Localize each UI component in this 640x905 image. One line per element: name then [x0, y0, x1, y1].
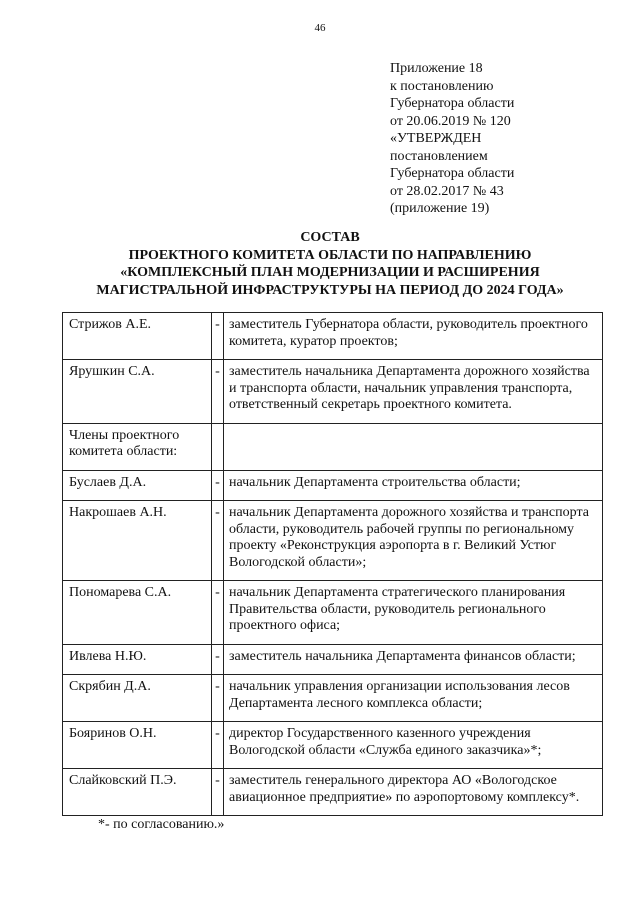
- member-role: заместитель начальника Департамента финансов области;: [224, 644, 603, 675]
- dash-separator: -: [212, 501, 224, 581]
- member-name: Бояринов О.Н.: [63, 722, 212, 769]
- dash-separator: -: [212, 360, 224, 424]
- table-row: [63, 470, 603, 501]
- appendix-line: от 28.02.2017 № 43: [390, 183, 504, 199]
- title-line: ПРОЕКТНОГО КОМИТЕТА ОБЛАСТИ ПО НАПРАВЛЕНИЮ: [128, 247, 532, 263]
- member-name: Буслаев Д.А.: [63, 470, 212, 501]
- dash-separator: -: [212, 675, 224, 722]
- dash-separator: -: [212, 644, 224, 675]
- members-heading: Члены проектного комитета области:: [63, 423, 212, 470]
- member-name: Слайковский П.Э.: [63, 769, 212, 816]
- member-name: Накрошаев А.Н.: [63, 501, 212, 581]
- member-name: Скрябин Д.А.: [63, 675, 212, 722]
- dash-separator: -: [212, 581, 224, 645]
- member-role: начальник Департамента строительства области;: [224, 470, 603, 501]
- page-number: 46: [314, 22, 326, 34]
- document-title: [40, 229, 620, 299]
- appendix-line: Губернатора области: [390, 166, 515, 181]
- appendix-line: (приложение 19): [390, 201, 490, 216]
- member-name: Стрижов А.Е.: [63, 313, 212, 360]
- appendix-line: постановлением: [390, 148, 488, 164]
- member-role: заместитель Губернатора области, руководитель проектного комитета, куратор проектов;: [224, 313, 603, 360]
- title-line: СОСТАВ: [300, 230, 360, 245]
- member-role: начальник Департамента стратегического планирования Правительства области, руководитель регионального проектного офиса;: [224, 581, 603, 645]
- table-row: [63, 313, 603, 360]
- member-role: начальник управления организации использования лесов Департамента лесного комплекса области;: [224, 675, 603, 722]
- table-row: [63, 360, 603, 424]
- appendix-line: Приложение 18: [390, 61, 483, 76]
- appendix-block: [390, 60, 610, 218]
- table-row: [63, 644, 603, 675]
- table-row: [63, 581, 603, 645]
- footnote: *- по согласованию.»: [98, 817, 225, 832]
- member-role: начальник Департамента дорожного хозяйства и транспорта области, руководитель рабочей группы по региональному проекту «Реконструкция аэропорта в г. Великий Устюг Вологодской области»;: [224, 501, 603, 581]
- title-line: МАГИСТРАЛЬНОЙ ИНФРАСТРУКТУРЫ НА ПЕРИОД ДО 2024 ГОДА»: [96, 282, 564, 298]
- appendix-line: Губернатора области: [390, 96, 515, 111]
- dash-separator: -: [212, 313, 224, 360]
- table-row: [63, 769, 603, 816]
- appendix-line: к постановлению: [390, 78, 494, 94]
- committee-table: [62, 312, 603, 816]
- member-role: заместитель генерального директора АО «Вологодское авиационное предприятие» по аэропортовому комплексу*.: [224, 769, 603, 816]
- dash-separator: [212, 423, 224, 470]
- member-role: заместитель начальника Департамента дорожного хозяйства и транспорта области, начальник управления транспорта, ответственный секретарь проектного комитета.: [224, 360, 603, 424]
- appendix-line: «УТВЕРЖДЕН: [390, 131, 482, 146]
- table-row: [63, 501, 603, 581]
- member-role: [224, 423, 603, 470]
- appendix-line: от 20.06.2019 № 120: [390, 113, 511, 129]
- dash-separator: -: [212, 769, 224, 816]
- member-name: Ивлева Н.Ю.: [63, 644, 212, 675]
- member-name: Ярушкин С.А.: [63, 360, 212, 424]
- dash-separator: -: [212, 470, 224, 501]
- table-row: [63, 423, 603, 470]
- dash-separator: -: [212, 722, 224, 769]
- title-line: «КОМПЛЕКСНЫЙ ПЛАН МОДЕРНИЗАЦИИ И РАСШИРЕНИЯ: [120, 265, 540, 280]
- table-row: [63, 675, 603, 722]
- member-name: Пономарева С.А.: [63, 581, 212, 645]
- table-row: [63, 722, 603, 769]
- member-role: директор Государственного казенного учреждения Вологодской области «Служба единого заказчика»*;: [224, 722, 603, 769]
